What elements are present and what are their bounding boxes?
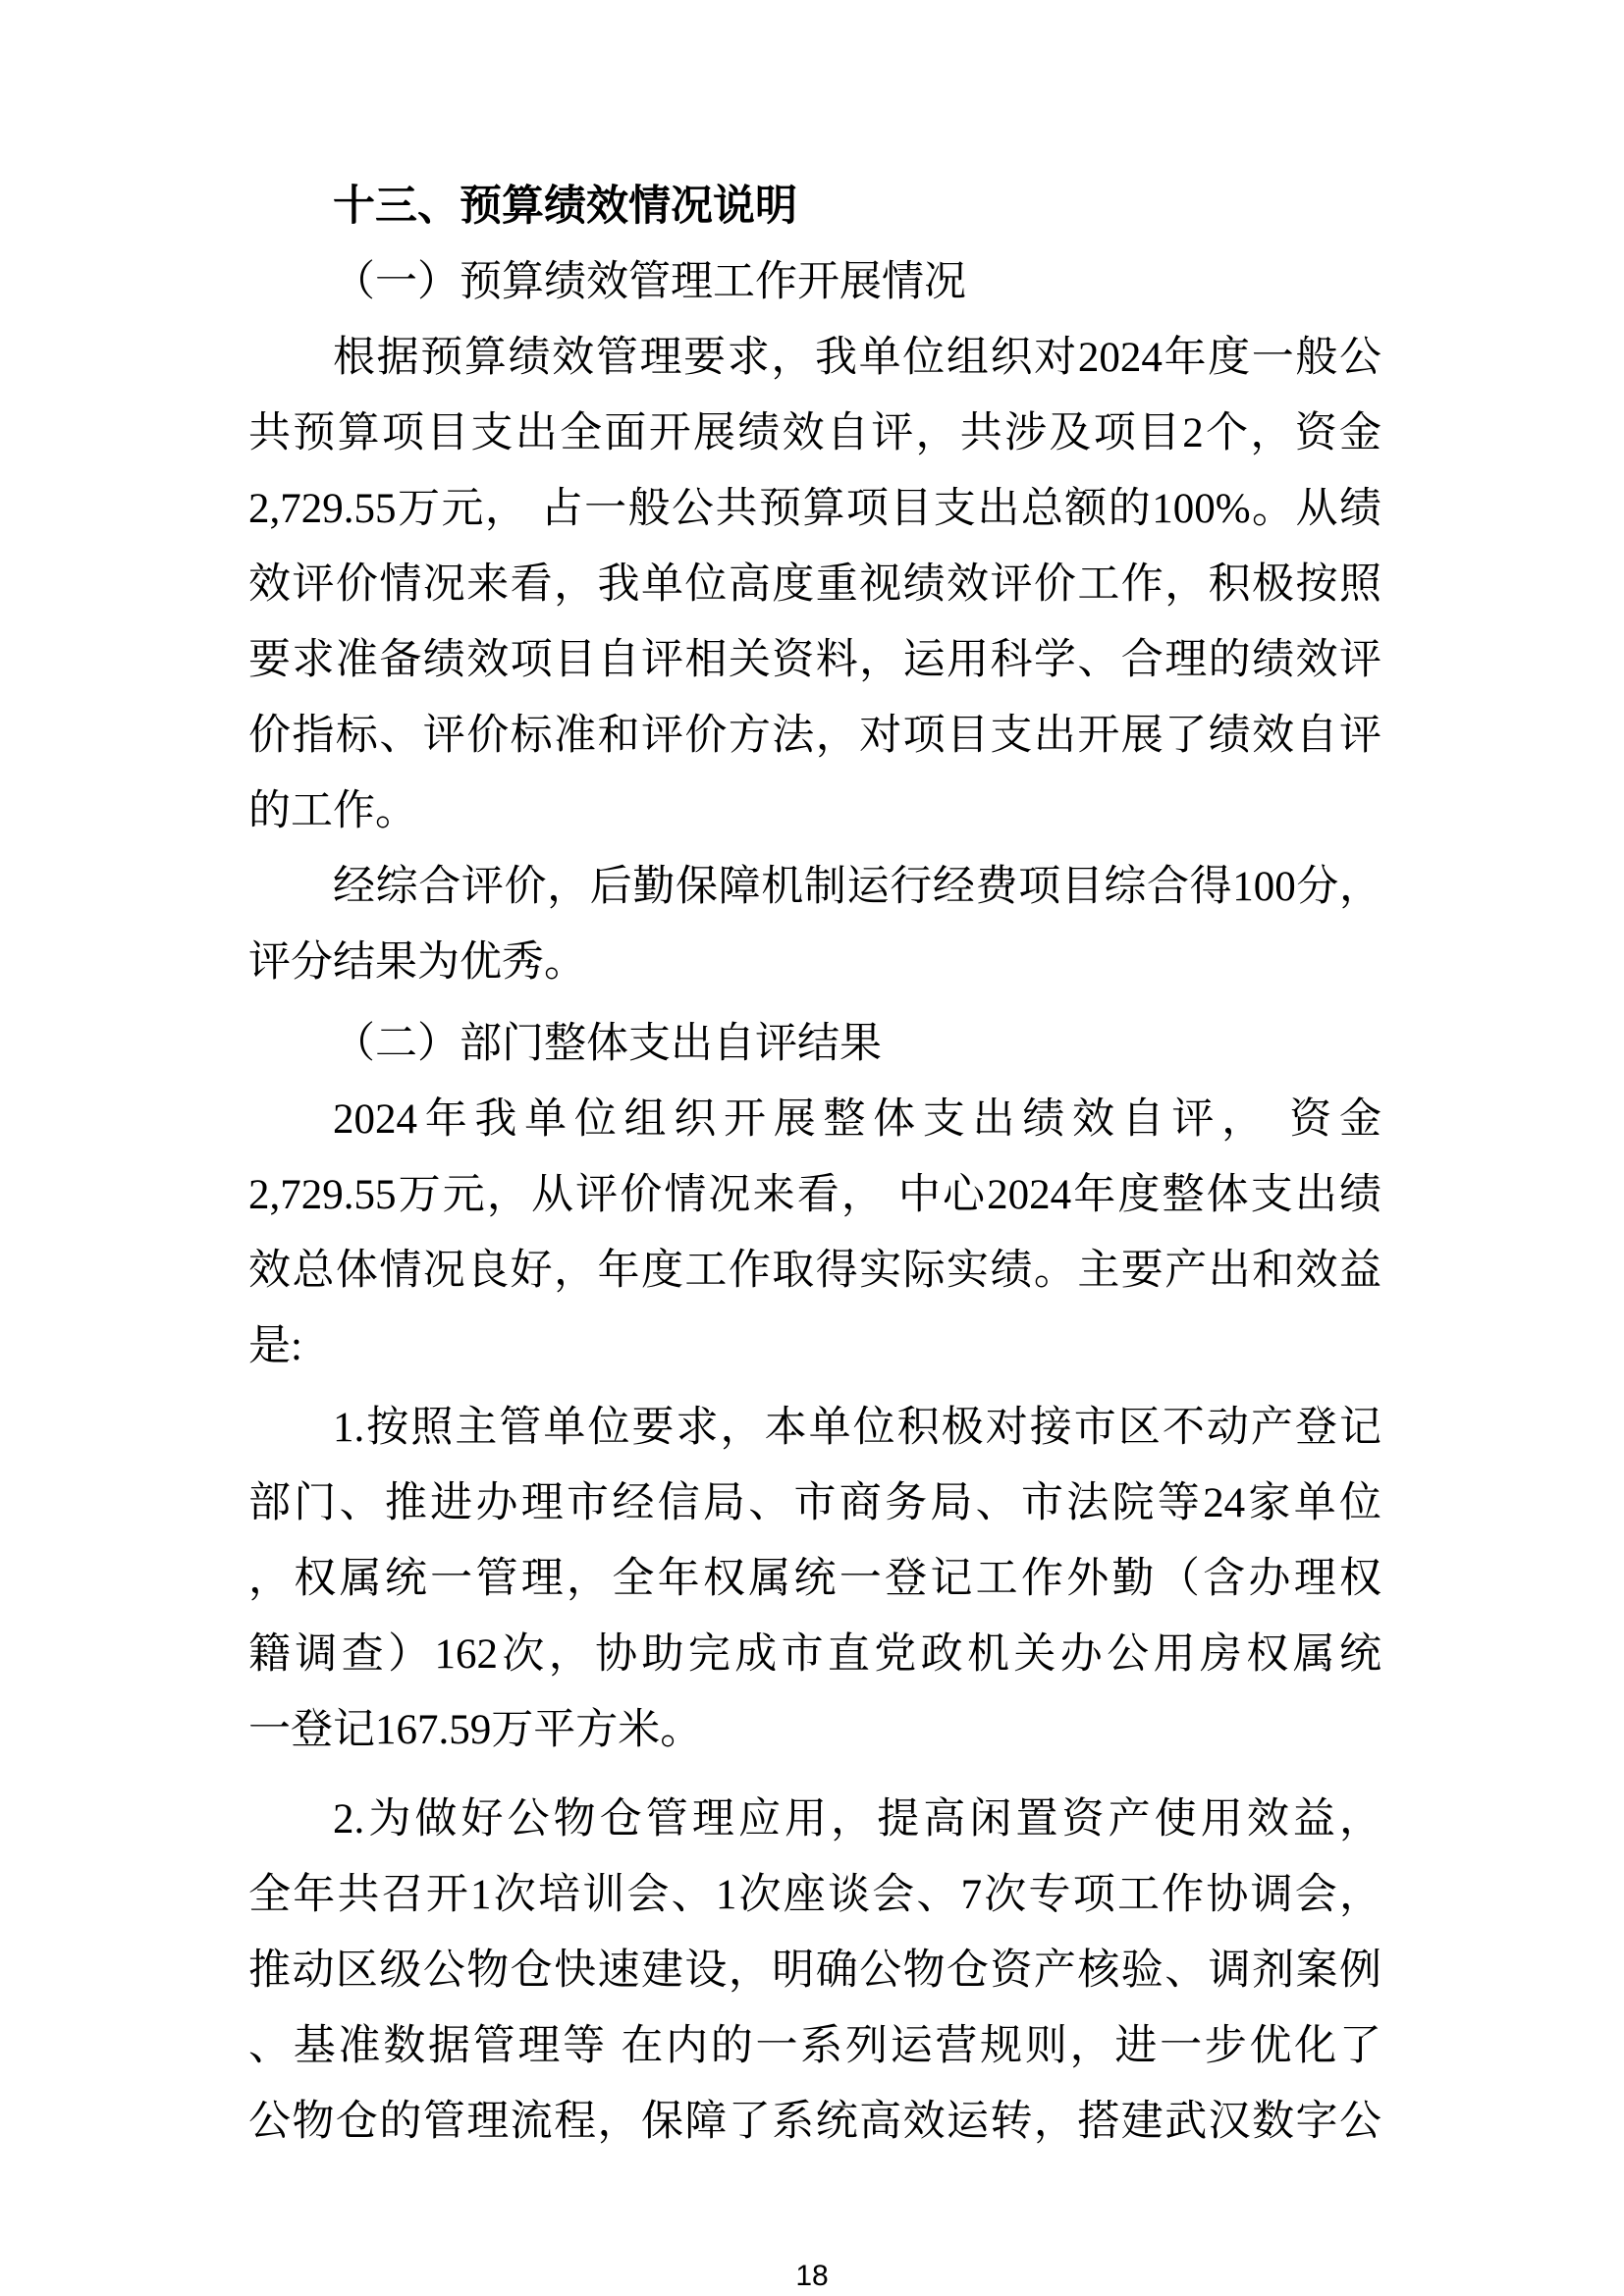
text-line: 2024年我单位组织开展整体支出绩效自评， 资金 — [333, 1096, 1381, 1143]
text-line: 的工作。 — [248, 788, 417, 834]
text-line: 部门、推进办理市经信局、市商务局、市法院等24家单位 — [248, 1480, 1381, 1526]
text-line: 1.按照主管单位要求，本单位积极对接市区不动产登记 — [333, 1405, 1381, 1451]
text-line: 公物仓的管理流程，保障了系统高效运转，搭建武汉数字公 — [248, 2099, 1381, 2145]
text-line: 2.为做好公物仓管理应用，提高闲置资产使用效益， — [333, 1796, 1381, 1842]
text-line: 经综合评价，后勤保障机制运行经费项目综合得100分， — [333, 864, 1381, 910]
text-line: 、基准数据管理等 在内的一系列运营规则，进一步优化了 — [248, 2023, 1381, 2069]
text-line: 要求准备绩效项目自评相关资料，运用科学、合理的绩效评 — [248, 637, 1381, 683]
page-number: 18 — [795, 2260, 829, 2292]
document-title: 十三、预算绩效情况说明 — [333, 183, 797, 230]
section-heading: （一）预算绩效管理工作开展情况 — [333, 259, 966, 305]
text-line: 评分结果为优秀。 — [248, 939, 586, 986]
text-line: 2,729.55万元， 占一般公共预算项目支出总额的100%。从绩 — [248, 486, 1381, 532]
text-line: 2,729.55万元，从评价情况来看， 中心2024年度整体支出绩 — [248, 1172, 1381, 1218]
text-line: 推动区级公物仓快速建设，明确公物仓资产核验、调剂案例 — [248, 1948, 1381, 1994]
text-line: 根据预算绩效管理要求，我单位组织对2024年度一般公 — [333, 335, 1381, 381]
text-line: 共预算项目支出全面开展绩效自评，共涉及项目2个，资金 — [248, 410, 1381, 456]
text-line: ，权属统一管理，全年权属统一登记工作外勤（含办理权 — [248, 1556, 1381, 1602]
text-line: 价指标、评价标准和评价方法，对项目支出开展了绩效自评 — [248, 713, 1381, 759]
text-line: 一登记167.59万平方米。 — [248, 1707, 703, 1753]
text-line: 是: — [248, 1323, 302, 1369]
text-line: 全年共召开1次培训会、1次座谈会、7次专项工作协调会， — [248, 1872, 1381, 1918]
text-lines — [248, 169, 1381, 2160]
section-heading: （二）部门整体支出自评结果 — [333, 1021, 882, 1067]
text-line: 效评价情况来看，我单位高度重视绩效评价工作，积极按照 — [248, 561, 1381, 608]
text-line: 籍调查）162次，协助完成市直党政机关办公用房权属统 — [248, 1631, 1381, 1678]
text-line: 效总体情况良好，年度工作取得实际实绩。主要产出和效益 — [248, 1248, 1381, 1294]
